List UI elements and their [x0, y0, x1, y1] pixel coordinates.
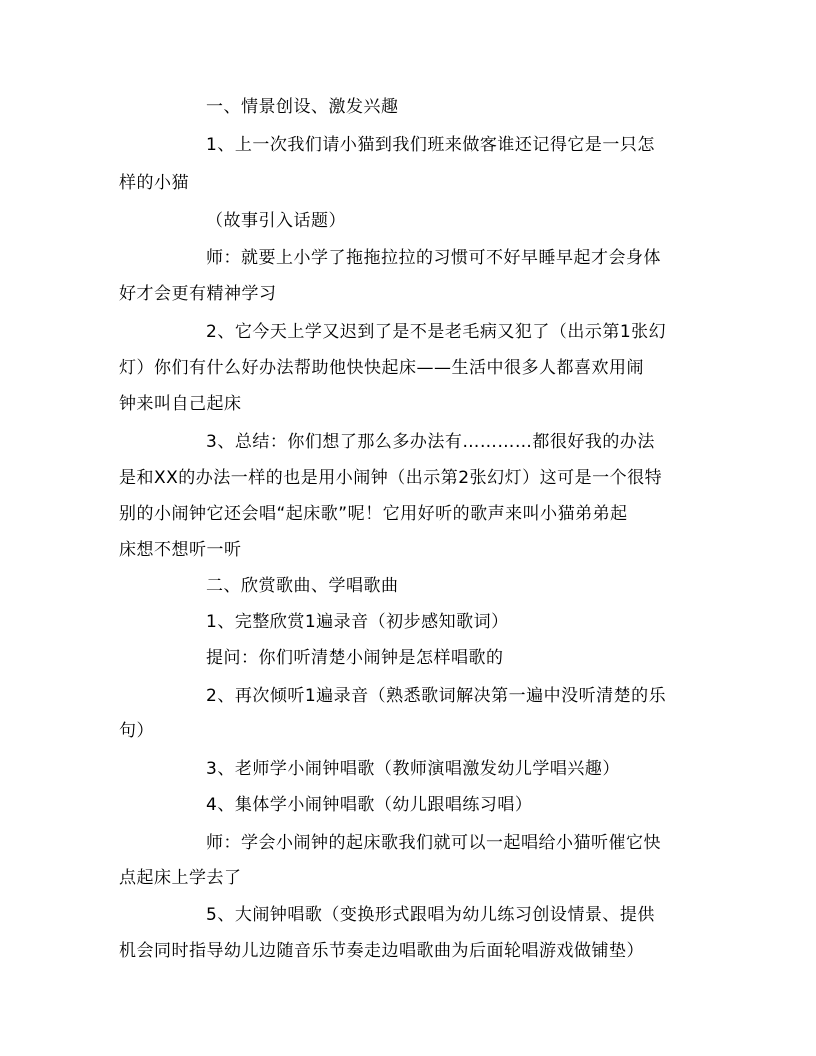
- paragraph-line: 1、完整欣赏1遍录音（初步感知歌词）: [206, 612, 509, 632]
- paragraph-line: 钟来叫自己起床: [119, 394, 242, 414]
- paragraph-line: 机会同时指导幼儿边随音乐节奏走边唱歌曲为后面轮唱游戏做铺垫）: [119, 941, 644, 961]
- section-heading-2: 二、欣赏歌曲、学唱歌曲: [206, 576, 399, 596]
- paragraph-line: 样的小猫: [119, 173, 189, 193]
- paragraph-line: 2、它今天上学又迟到了是不是老毛病又犯了（出示第1张幻: [206, 322, 667, 342]
- paragraph-line: （故事引入话题）: [206, 211, 346, 231]
- paragraph-line: 1、上一次我们请小猫到我们班来做客谁还记得它是一只怎: [206, 135, 655, 155]
- paragraph-line: 3、老师学小闹钟唱歌（教师演唱激发幼儿学唱兴趣）: [206, 759, 620, 779]
- paragraph-line: 提问：你们听清楚小闹钟是怎样唱歌的: [206, 648, 504, 668]
- paragraph-line: 床想不想听一听: [119, 540, 242, 560]
- paragraph-line: 师：学会小闹钟的起床歌我们就可以一起唱给小猫听催它快: [206, 833, 661, 853]
- paragraph-line: 师：就要上小学了拖拖拉拉的习惯可不好早睡早起才会身体: [206, 248, 661, 268]
- paragraph-line: 2、再次倾听1遍录音（熟悉歌词解决第一遍中没听清楚的乐: [206, 686, 667, 706]
- paragraph-line: 好才会更有精神学习: [119, 284, 277, 304]
- paragraph-line: 3、总结：你们想了那么多办法有…………都很好我的办法: [206, 432, 655, 452]
- paragraph-line: 句）: [119, 721, 154, 741]
- paragraph-line: 5、大闹钟唱歌（变换形式跟唱为幼儿练习创设情景、提供: [206, 905, 655, 925]
- paragraph-line: 点起床上学去了: [119, 868, 242, 888]
- paragraph-line: 别的小闹钟它还会唱“起床歌”呢！它用好听的歌声来叫小猫弟弟起: [119, 504, 628, 524]
- paragraph-line: 灯）你们有什么好办法帮助他快快起床——生活中很多人都喜欢用闹: [119, 358, 644, 378]
- section-heading-1: 一、情景创设、激发兴趣: [206, 97, 399, 117]
- paragraph-line: 是和XX的办法一样的也是用小闹钟（出示第2张幻灯）这可是一个很特: [119, 468, 663, 488]
- paragraph-line: 4、集体学小闹钟唱歌（幼儿跟唱练习唱）: [206, 795, 533, 815]
